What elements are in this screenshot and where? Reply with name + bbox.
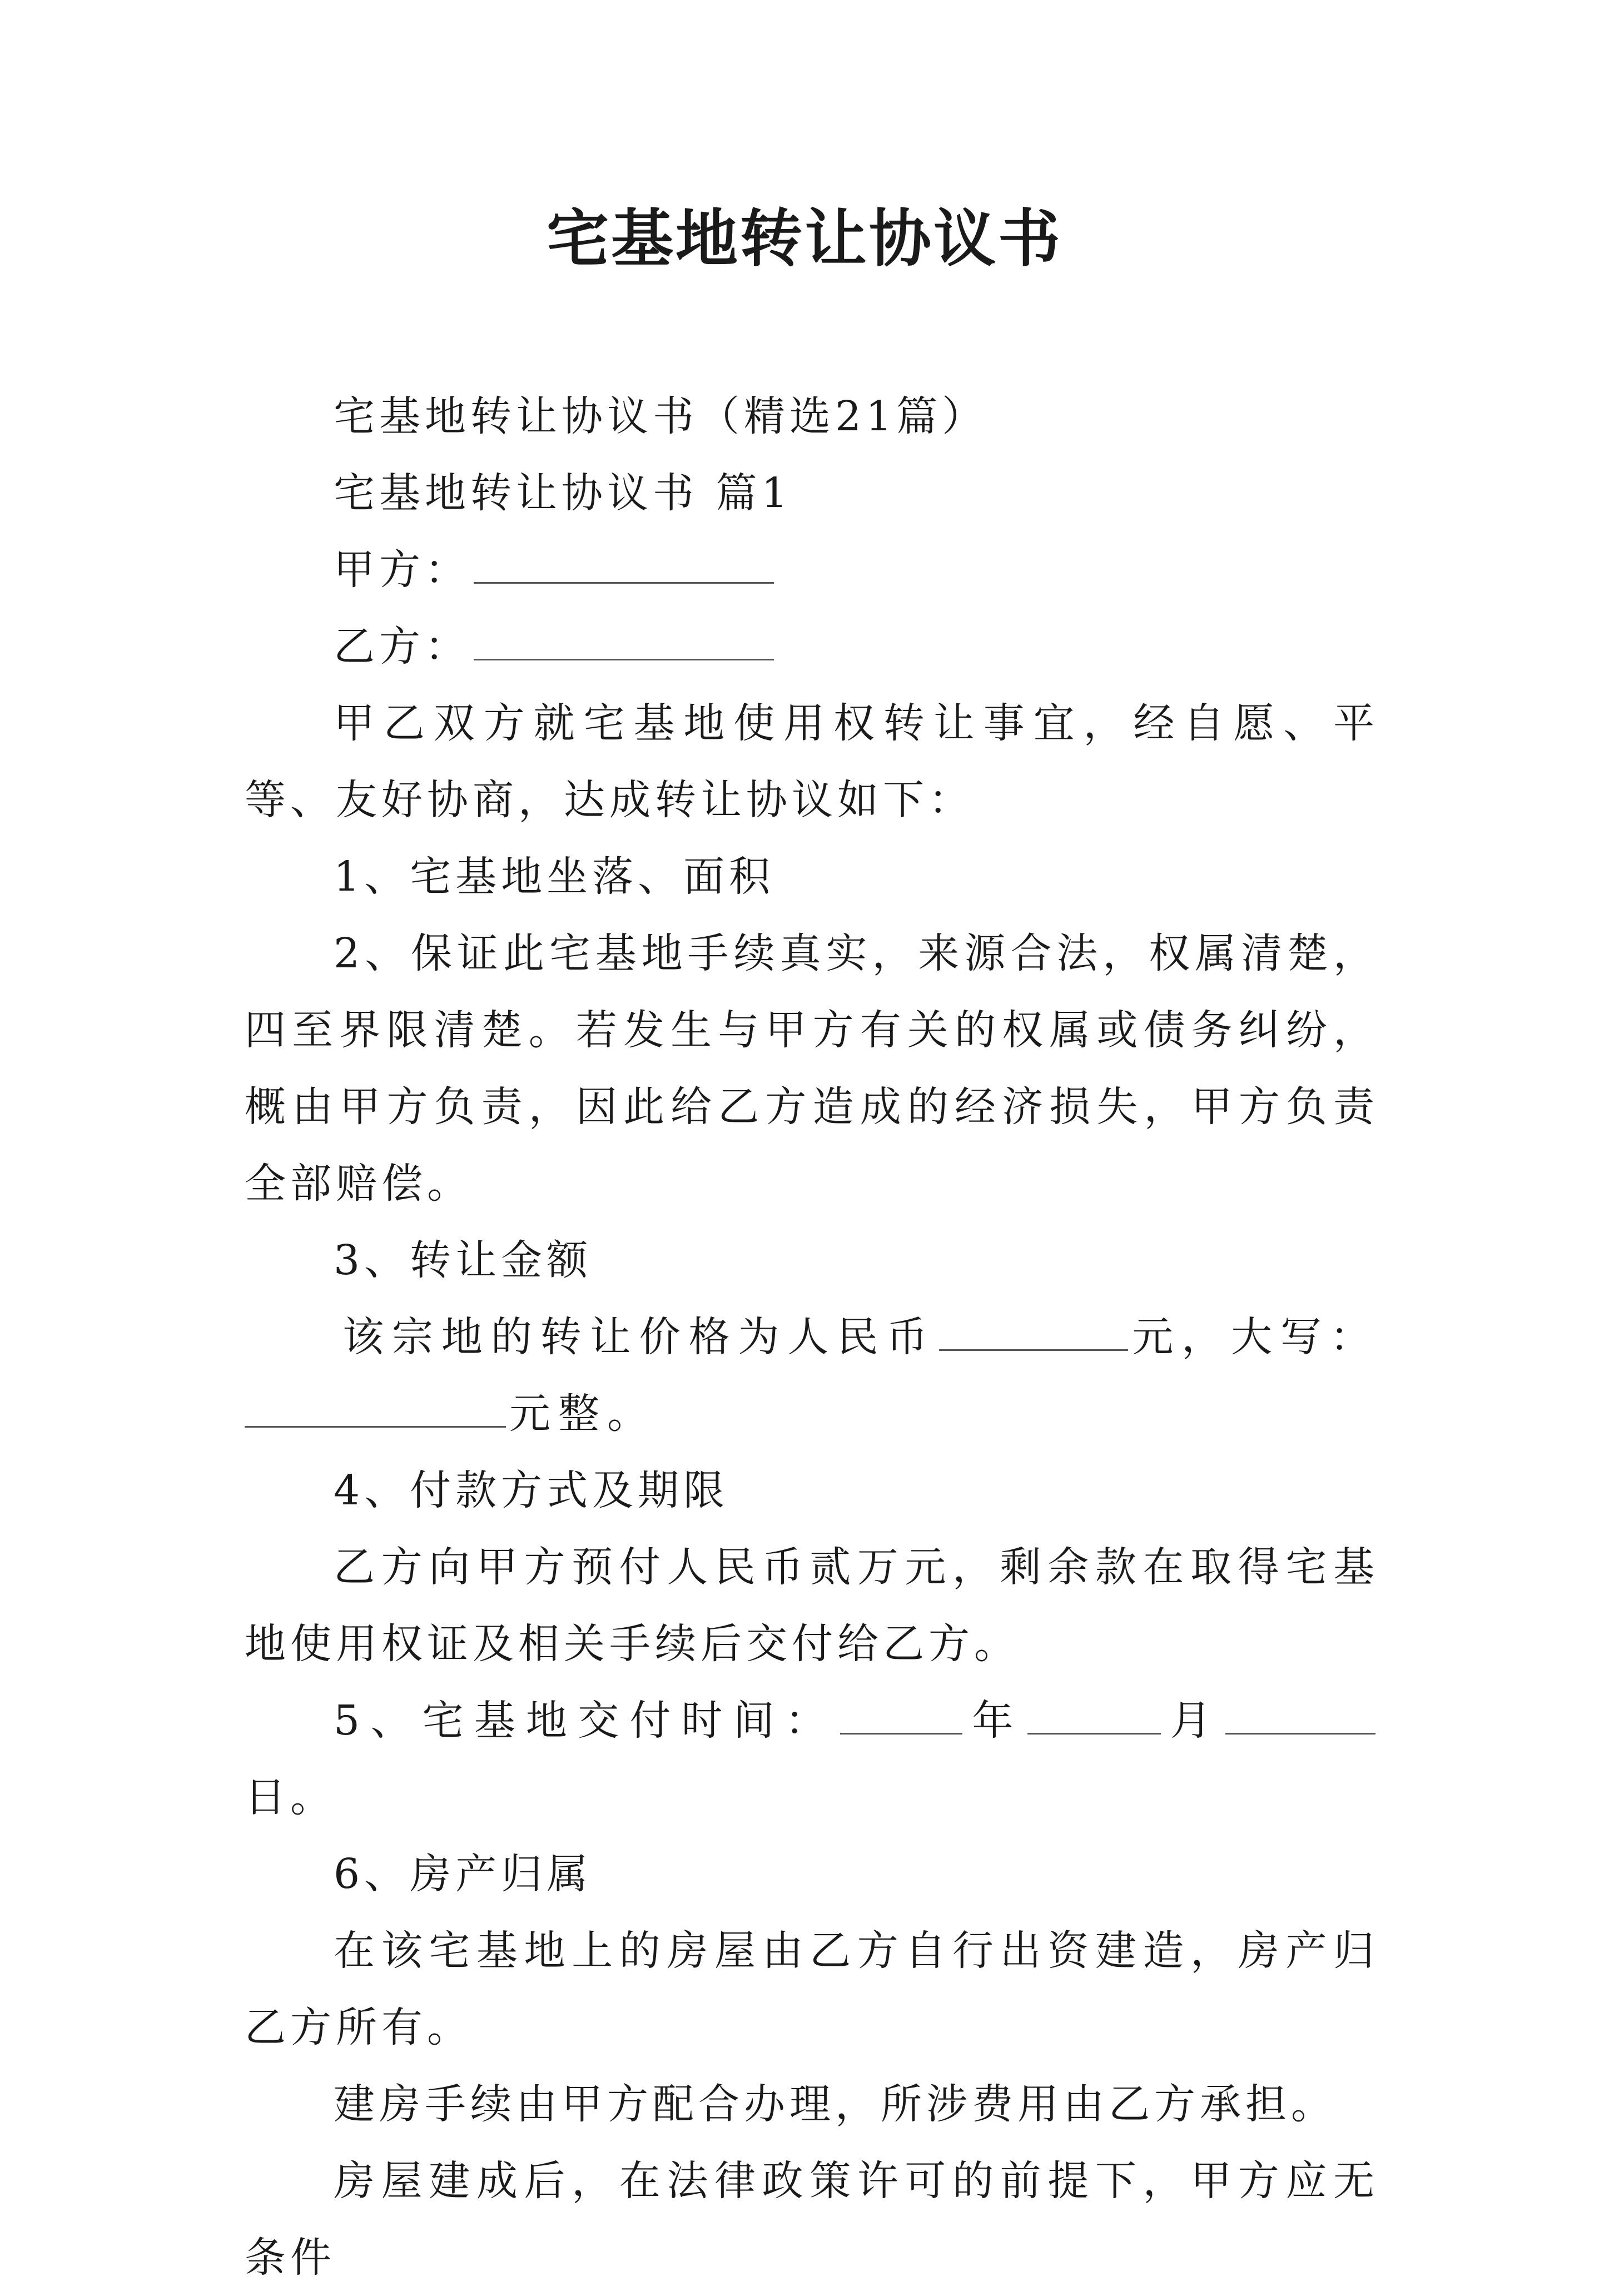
clause-1: 1、宅基地坐落、面积 [334,853,775,901]
party-a-line [245,531,1379,608]
document-title: 宅基地转让协议书 [547,202,1062,275]
price-paragraph [245,1299,1379,1452]
party-a-blank [474,549,774,584]
clause-3: 3、转让金额 [334,1236,593,1284]
party-a-label: 甲方： [334,546,470,594]
section-heading: 宅基地转让协议书 篇1 [334,469,792,517]
price-suffix: 元整。 [509,1390,656,1438]
month-blank [1027,1699,1161,1735]
document-body [245,378,1379,2296]
clause-6: 6、房产归属 [334,1850,593,1898]
month-label: 月 [1164,1697,1222,1745]
price-uppercase-blank [245,1393,506,1428]
party-b-label: 乙方： [334,623,470,670]
day-label: 日。 [245,1773,336,1821]
subtitle: 宅基地转让协议书（精选21篇） [334,392,988,440]
party-b-blank [474,625,774,660]
clause-5-label: 5、宅基地交付时间： [334,1697,837,1745]
building-procedure-paragraph: 建房手续由甲方配合办理，所涉费用由乙方承担。 [334,2080,1337,2128]
year-blank [840,1699,962,1735]
clause-4: 4、付款方式及期限 [334,1467,729,1514]
clause-2: 2、保证此宅基地手续真实，来源合法，权属清楚，四至界限清楚。若发生与甲方有关的权属或债务纠纷，概由甲方负责，因此给乙方造成的经济损失，甲方负责全部赔偿。 [245,930,1379,1207]
party-b-line [245,608,1379,685]
after-completion-paragraph: 房屋建成后，在法律政策许可的前提下，甲方应无条件 [245,2157,1379,2282]
payment-paragraph: 乙方向甲方预付人民币贰万元，剩余款在取得宅基地使用权证及相关手续后交付给乙方。 [245,1543,1379,1668]
ownership-paragraph: 在该宅基地上的房屋由乙方自行出资建造，房产归乙方所有。 [245,1927,1379,2051]
clause-5 [245,1682,1379,1836]
intro-paragraph: 甲乙双方就宅基地使用权转让事宜，经自愿、平等、友好协商，达成转让协议如下： [245,699,1379,824]
price-amount-blank [939,1316,1128,1351]
price-mid: 元，大写： [1131,1313,1379,1361]
price-prefix: 该宗地的转让价格为人民币 [342,1313,936,1361]
year-label: 年 [966,1697,1024,1745]
day-blank [1225,1699,1375,1735]
